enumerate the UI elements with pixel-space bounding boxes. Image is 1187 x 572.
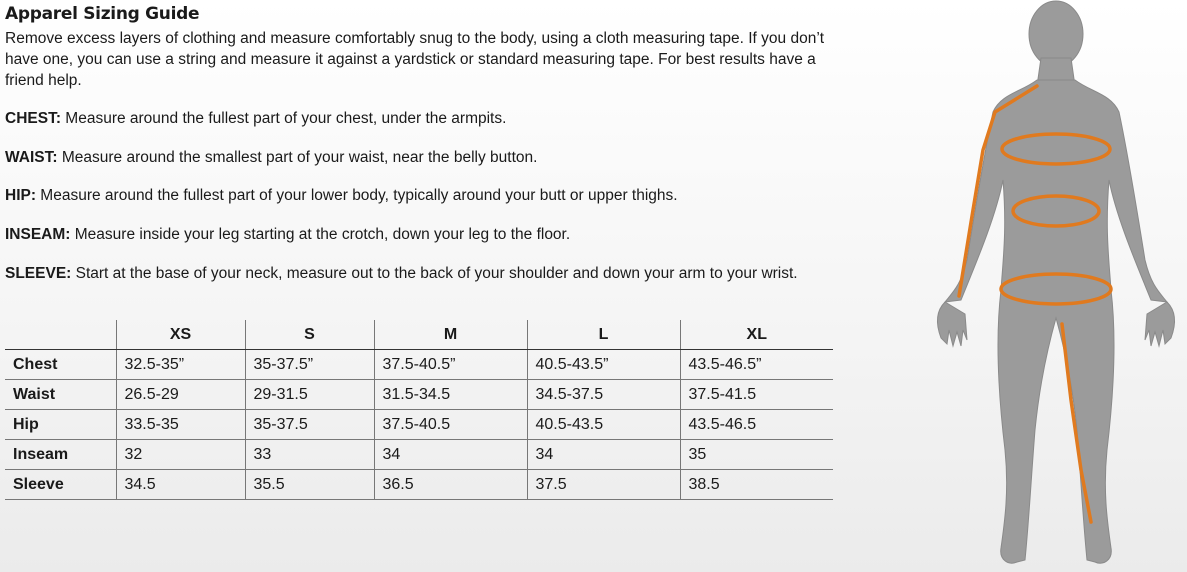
table-row <box>5 470 833 500</box>
table-cell: 43.5-46.5 <box>680 410 833 440</box>
table-row <box>5 440 833 470</box>
table-cell: 33.5-35 <box>116 410 245 440</box>
table-cell: 40.5-43.5 <box>527 410 680 440</box>
body-measurement-figure <box>925 0 1187 572</box>
table-header-row <box>5 320 833 350</box>
table-cell: 37.5 <box>527 470 680 500</box>
definition-text: Measure around the fullest part of your lower body, typically around your butt or upper thighs. <box>36 187 678 204</box>
table-cell: 32 <box>116 440 245 470</box>
table-cell: 35.5 <box>245 470 374 500</box>
waist-definition <box>5 147 835 168</box>
table-cell: 36.5 <box>374 470 527 500</box>
size-header: M <box>374 320 527 350</box>
table-cell: 35-37.5” <box>245 350 374 380</box>
sleeve-definition <box>5 263 835 284</box>
body-silhouette <box>938 1 1175 563</box>
row-label: Inseam <box>5 440 116 470</box>
definition-label: INSEAM: <box>5 226 71 243</box>
table-cell: 34 <box>527 440 680 470</box>
size-header: L <box>527 320 680 350</box>
table-cell: 43.5-46.5” <box>680 350 833 380</box>
size-header: XS <box>116 320 245 350</box>
table-cell: 40.5-43.5” <box>527 350 680 380</box>
table-cell: 34 <box>374 440 527 470</box>
table-cell: 35 <box>680 440 833 470</box>
intro-paragraph: Remove excess layers of clothing and measure comfortably snug to the body, using a cloth measuring tape. If you don’t have one, you can use a string and measure it against a yardstick or standard measuring tape. For best results have a friend help. <box>5 30 825 89</box>
table-cell: 26.5-29 <box>116 380 245 410</box>
table-cell: 34.5-37.5 <box>527 380 680 410</box>
chest-definition <box>5 108 835 129</box>
inseam-definition <box>5 224 835 245</box>
table-cell: 37.5-40.5” <box>374 350 527 380</box>
definition-label: CHEST: <box>5 110 61 127</box>
table-cell: 35-37.5 <box>245 410 374 440</box>
corner-cell <box>5 320 116 350</box>
table-cell: 33 <box>245 440 374 470</box>
table-cell: 29-31.5 <box>245 380 374 410</box>
definition-label: HIP: <box>5 187 36 204</box>
definition-text: Measure around the smallest part of your waist, near the belly button. <box>57 149 538 166</box>
table-row <box>5 350 833 380</box>
definition-text: Measure around the fullest part of your chest, under the armpits. <box>60 110 507 127</box>
size-header: S <box>245 320 374 350</box>
sizing-guide <box>5 4 835 493</box>
size-chart-table <box>5 320 833 500</box>
table-cell: 38.5 <box>680 470 833 500</box>
definition-text: Measure inside your leg starting at the crotch, down your leg to the floor. <box>70 226 571 243</box>
table-cell: 37.5-40.5 <box>374 410 527 440</box>
page-title: Apparel Sizing Guide <box>5 4 200 24</box>
table-cell: 31.5-34.5 <box>374 380 527 410</box>
table-cell: 34.5 <box>116 470 245 500</box>
row-label: Chest <box>5 350 116 380</box>
row-label: Sleeve <box>5 470 116 500</box>
table-row <box>5 410 833 440</box>
definition-label: SLEEVE: <box>5 265 72 282</box>
table-cell: 37.5-41.5 <box>680 380 833 410</box>
definition-text: Start at the base of your neck, measure out to the back of your shoulder and down your arm to your wrist. <box>71 265 798 282</box>
table-row <box>5 380 833 410</box>
hip-definition <box>5 185 835 206</box>
row-label: Waist <box>5 380 116 410</box>
row-label: Hip <box>5 410 116 440</box>
size-header: XL <box>680 320 833 350</box>
table-cell: 32.5-35” <box>116 350 245 380</box>
definition-label: WAIST: <box>5 149 58 166</box>
